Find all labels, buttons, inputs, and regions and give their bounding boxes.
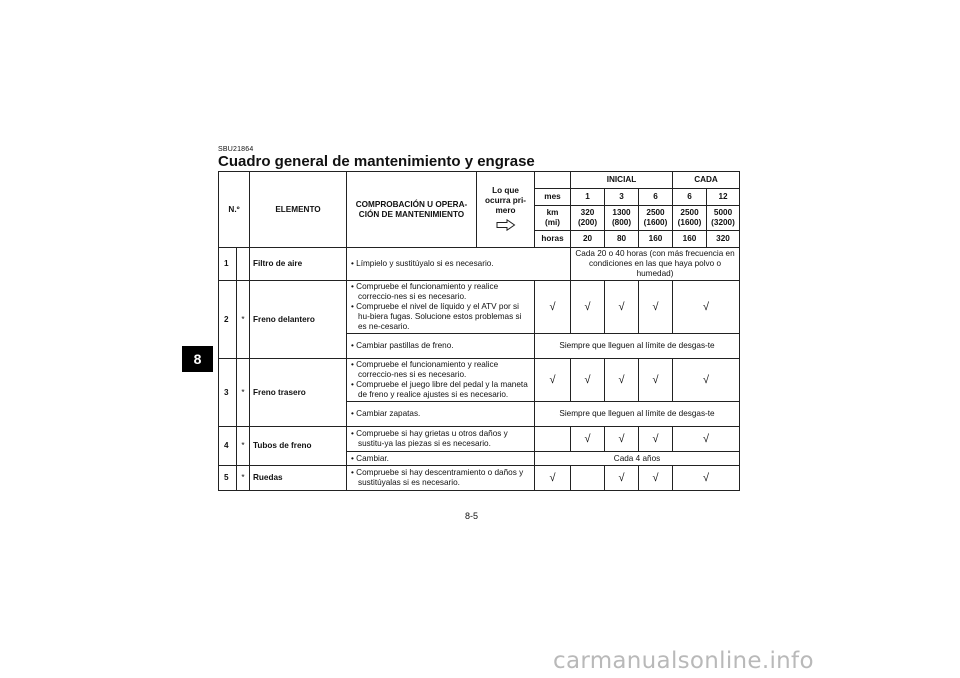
interval-note: Cada 20 o 40 horas (con más frecuencia en condiciones en las que haya polvo o humedad) xyxy=(571,248,740,281)
check-mark: √ xyxy=(639,466,673,491)
maintenance-table xyxy=(218,171,740,491)
operation-line: • Compruebe el nivel de líquido y el ATV por si hu-biera fugas. Solucione estos problemas si es ne-cesario. xyxy=(350,302,531,332)
check-mark: √ xyxy=(571,359,605,402)
item-operation xyxy=(347,427,535,452)
item-asterisk: * xyxy=(237,427,250,466)
item-asterisk xyxy=(237,248,250,281)
header-operation: COMPROBACIÓN U OPERA-CIÓN DE MANTENIMIENTO xyxy=(347,172,477,248)
header-initial: INICIAL xyxy=(571,172,673,189)
check-mark: √ xyxy=(535,359,571,402)
item-name: Freno delantero xyxy=(250,281,347,359)
item-name: Filtro de aire xyxy=(250,248,347,281)
check-mark: √ xyxy=(571,281,605,334)
item-asterisk: * xyxy=(237,281,250,359)
item-name: Freno trasero xyxy=(250,359,347,427)
header-num: N.º xyxy=(219,172,250,248)
table-row xyxy=(219,359,740,402)
interval-value: 20 xyxy=(571,231,605,248)
item-asterisk: * xyxy=(237,359,250,427)
item-operation xyxy=(347,452,535,466)
item-operation xyxy=(347,466,535,491)
item-operation xyxy=(347,248,571,281)
check-mark: √ xyxy=(673,427,740,452)
check-mark: √ xyxy=(605,359,639,402)
check-mark: √ xyxy=(535,466,571,491)
check-mark: √ xyxy=(673,359,740,402)
reference-code: SBU21864 xyxy=(218,146,254,153)
interval-value: 12 xyxy=(707,189,740,206)
chapter-tab: 8 xyxy=(182,346,213,372)
item-operation xyxy=(347,402,535,427)
check-mark: √ xyxy=(639,281,673,334)
item-number: 3 xyxy=(219,359,237,427)
interval-value: 320 (200) xyxy=(571,206,605,231)
interval-value: 160 xyxy=(673,231,707,248)
page-title: Cuadro general de mantenimiento y engrase xyxy=(218,153,535,170)
header-element: ELEMENTO xyxy=(250,172,347,248)
page-number: 8-5 xyxy=(465,511,479,521)
interval-value: 6 xyxy=(673,189,707,206)
table-row xyxy=(219,281,740,334)
operation-line: • Compruebe el funcionamiento y realice correccio-nes si es necesario. xyxy=(350,282,531,302)
table-row xyxy=(219,466,740,491)
interval-unit: km (mi) xyxy=(535,206,571,231)
check-mark: √ xyxy=(571,427,605,452)
interval-value: 2500 (1600) xyxy=(639,206,673,231)
operation-line: • Compruebe el juego libre del pedal y la maneta de freno y realice ajustes si es necesario. xyxy=(350,380,531,400)
operation-line: • Cambiar zapatas. xyxy=(350,409,531,419)
interval-value: 3 xyxy=(605,189,639,206)
header-blank xyxy=(535,172,571,189)
interval-unit: mes xyxy=(535,189,571,206)
check-mark xyxy=(571,466,605,491)
operation-line: • Compruebe si hay descentramiento o daños y sustitúyalas si es necesario. xyxy=(350,468,531,488)
interval-note: Cada 4 años xyxy=(535,452,740,466)
item-operation xyxy=(347,359,535,402)
check-mark: √ xyxy=(673,466,740,491)
operation-line: • Límpielo y sustitúyalo si es necesario. xyxy=(350,259,567,269)
item-number: 2 xyxy=(219,281,237,359)
check-mark xyxy=(535,427,571,452)
item-number: 4 xyxy=(219,427,237,466)
operation-line: • Cambiar pastillas de freno. xyxy=(350,341,531,351)
interval-value: 320 xyxy=(707,231,740,248)
item-number: 5 xyxy=(219,466,237,491)
operation-line: • Compruebe el funcionamiento y realice correccio-nes si es necesario. xyxy=(350,360,531,380)
item-operation xyxy=(347,281,535,334)
interval-value: 160 xyxy=(639,231,673,248)
check-mark: √ xyxy=(605,466,639,491)
table-row xyxy=(219,427,740,452)
item-name: Ruedas xyxy=(250,466,347,491)
interval-note: Siempre que lleguen al límite de desgas-te xyxy=(535,402,740,427)
check-mark: √ xyxy=(605,281,639,334)
interval-value: 80 xyxy=(605,231,639,248)
watermark: carmanualsonline.info xyxy=(553,648,814,674)
interval-value: 6 xyxy=(639,189,673,206)
interval-value: 2500 (1600) xyxy=(673,206,707,231)
interval-value: 1 xyxy=(571,189,605,206)
item-asterisk: * xyxy=(237,466,250,491)
item-name: Tubos de freno xyxy=(250,427,347,466)
interval-value: 1300 (800) xyxy=(605,206,639,231)
check-mark: √ xyxy=(535,281,571,334)
operation-line: • Compruebe si hay grietas u otros daños y sustitu-ya las piezas si es necesario. xyxy=(350,429,531,449)
check-mark: √ xyxy=(605,427,639,452)
header-whichever-first: Lo que ocurra pri-mero xyxy=(477,172,535,248)
check-mark: √ xyxy=(639,359,673,402)
table-row xyxy=(219,248,740,281)
interval-note: Siempre que lleguen al límite de desgas-te xyxy=(535,334,740,359)
interval-value: 5000 (3200) xyxy=(707,206,740,231)
item-number: 1 xyxy=(219,248,237,281)
item-operation xyxy=(347,334,535,359)
operation-line: • Cambiar. xyxy=(350,454,531,464)
check-mark: √ xyxy=(673,281,740,334)
interval-unit: horas xyxy=(535,231,571,248)
check-mark: √ xyxy=(639,427,673,452)
header-every: CADA xyxy=(673,172,740,189)
double-right-arrow-icon xyxy=(496,219,516,231)
